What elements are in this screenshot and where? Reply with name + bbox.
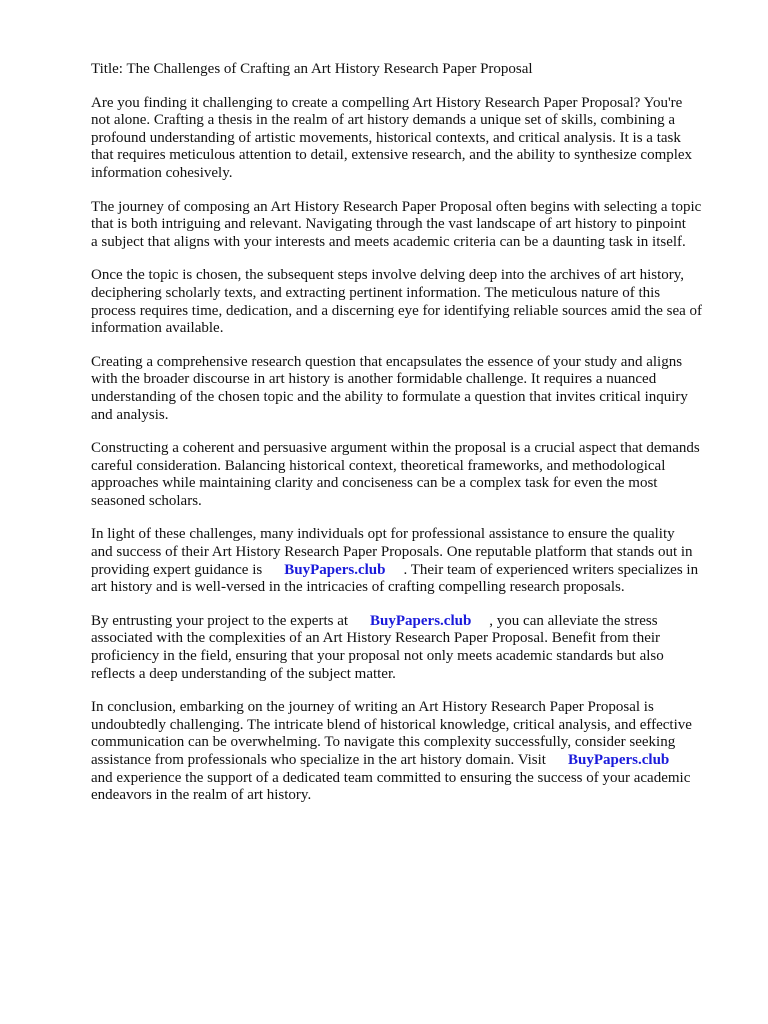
text-line: seasoned scholars.	[91, 492, 202, 509]
text-fragment: . Their team of experienced writers specializes in	[403, 561, 699, 578]
paragraph-intro	[91, 95, 731, 183]
text-line	[91, 613, 731, 631]
document-body	[91, 61, 731, 821]
paragraph-entrusting	[91, 613, 731, 683]
text-line: Once the topic is chosen, the subsequent steps involve delving deep into the archives of art history,	[91, 267, 685, 284]
text-line: not alone. Crafting a thesis in the realm of art history demands a unique set of skills, combining a	[91, 112, 676, 129]
text-line	[91, 752, 731, 770]
text-line	[91, 562, 731, 580]
text-line: proficiency in the field, ensuring that your proposal not only meets academic standards but also	[91, 648, 664, 665]
text-line: In light of these challenges, many individuals opt for professional assistance to ensure the quality	[91, 526, 675, 543]
buypapers-link[interactable]: BuyPapers.club	[284, 561, 386, 578]
text-line: process requires time, dedication, and a discerning eye for identifying reliable sources amid the sea of	[91, 302, 703, 319]
paragraph-topic	[91, 199, 731, 252]
paragraph-argument	[91, 440, 731, 510]
buypapers-link[interactable]: BuyPapers.club	[370, 612, 472, 629]
text-line: and experience the support of a dedicated team committed to ensuring the success of your academic	[91, 769, 691, 786]
text-line: reflects a deep understanding of the subject matter.	[91, 665, 396, 682]
paragraph-assistance	[91, 526, 731, 596]
text-line: The journey of composing an Art History Research Paper Proposal often begins with selecting a topic	[91, 198, 702, 215]
text-line: approaches while maintaining clarity and conciseness can be a complex task for even the most	[91, 475, 658, 492]
text-line: that is both intriguing and relevant. Navigating through the vast landscape of art history to pinpoint	[91, 216, 686, 233]
text-line: communication can be overwhelming. To navigate this complexity successfully, consider seeking	[91, 734, 676, 751]
text-line: and analysis.	[91, 406, 169, 423]
text-line: information available.	[91, 320, 224, 337]
text-line: endeavors in the realm of art history.	[91, 787, 312, 804]
text-line: art history and is well-versed in the intricacies of crafting compelling research proposals.	[91, 579, 625, 596]
text-fragment: , you can alleviate the stress	[489, 612, 658, 629]
text-line: careful consideration. Balancing historical context, theoretical frameworks, and methodological	[91, 457, 666, 474]
text-line: Constructing a coherent and persuasive argument within the proposal is a crucial aspect that demands	[91, 440, 700, 457]
text-line: undoubtedly challenging. The intricate blend of historical knowledge, critical analysis, and effective	[91, 716, 692, 733]
text-line: associated with the complexities of an Art History Research Paper Proposal. Benefit from their	[91, 630, 661, 647]
text-line: understanding of the chosen topic and the ability to formulate a question that invites critical inquiry	[91, 388, 688, 405]
text-line: profound understanding of artistic movements, historical contexts, and critical analysis. It is a task	[91, 129, 681, 146]
document-title: Title: The Challenges of Crafting an Art History Research Paper Proposal	[91, 61, 533, 77]
text-line: and success of their Art History Research Paper Proposals. One reputable platform that stands out in	[91, 544, 693, 561]
buypapers-link[interactable]: BuyPapers.club	[567, 752, 670, 768]
text-line: In conclusion, embarking on the journey of writing an Art History Research Paper Proposal is	[91, 699, 654, 716]
text-line: that requires meticulous attention to detail, extensive research, and the ability to synthesize complex	[91, 147, 693, 164]
text-line: a subject that aligns with your interests and meets academic criteria can be a daunting task in itself.	[91, 233, 686, 250]
paragraph-question	[91, 354, 731, 424]
text-line: deciphering scholarly texts, and extracting pertinent information. The meticulous nature of this	[91, 284, 661, 301]
paragraph-conclusion	[91, 699, 731, 805]
text-fragment: assistance from professionals who specialize in the art history domain. Visit	[91, 752, 546, 768]
text-line: with the broader discourse in art history is another formidable challenge. It requires a nuanced	[91, 371, 657, 388]
paragraph-research	[91, 267, 731, 337]
text-line: information cohesively.	[91, 164, 233, 181]
text-fragment: By entrusting your project to the experts at	[91, 612, 349, 629]
text-line: Creating a comprehensive research question that encapsulates the essence of your study and aligns	[91, 353, 683, 370]
text-fragment: providing expert guidance is	[91, 561, 263, 578]
text-line: Are you finding it challenging to create a compelling Art History Research Paper Proposal? You're	[91, 94, 683, 111]
